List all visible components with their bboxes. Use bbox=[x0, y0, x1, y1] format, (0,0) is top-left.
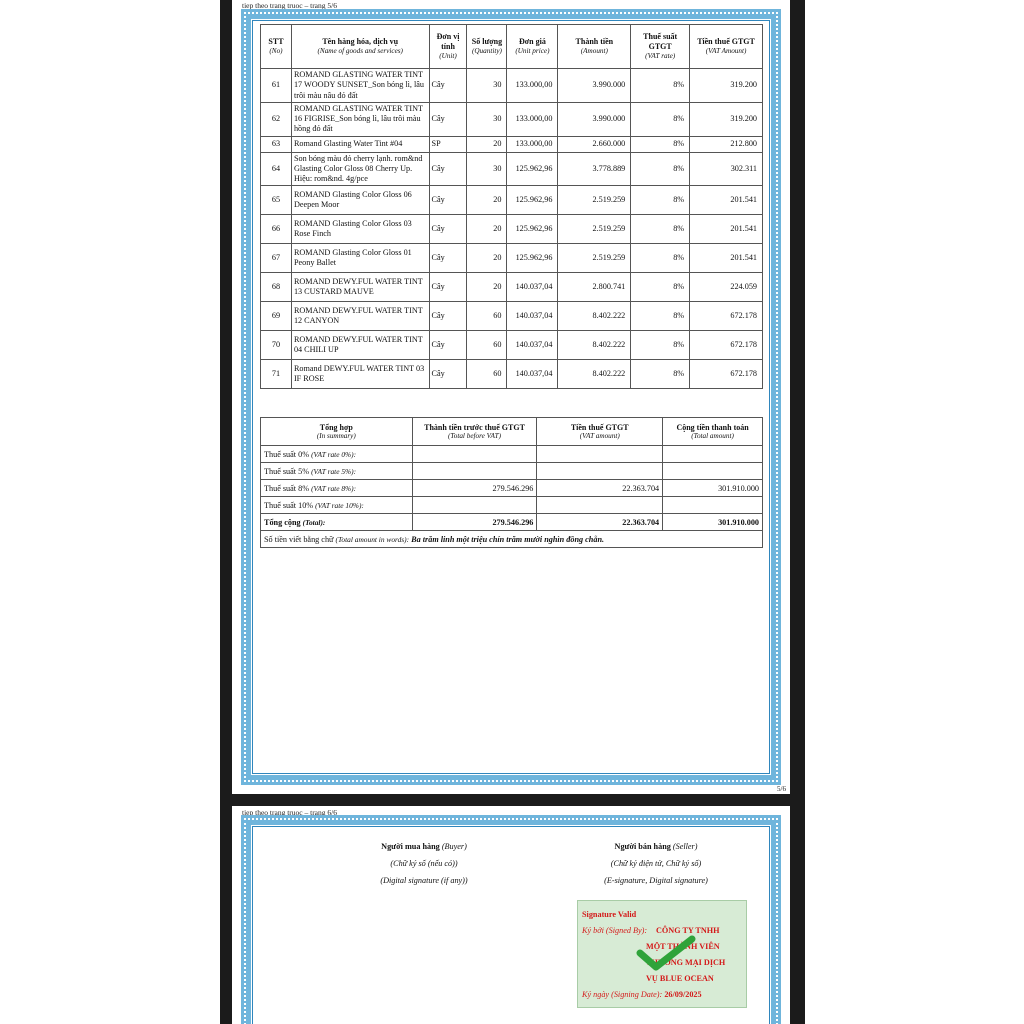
summary-row bbox=[261, 446, 763, 463]
table-row bbox=[261, 186, 763, 215]
row-unit: Cây bbox=[429, 69, 467, 103]
row-rate: 8% bbox=[631, 302, 690, 331]
signing-date: 26/09/2025 bbox=[664, 990, 702, 999]
summary-before: 279.546.296 bbox=[412, 480, 537, 497]
row-qty: 20 bbox=[467, 136, 507, 152]
row-no: 62 bbox=[261, 102, 292, 136]
row-name: Son bóng màu đỏ cherry lạnh. rom&nd Glasting Color Gloss 08 Cherry Up. Hiệu: rom&nd. 4g/pce bbox=[291, 152, 429, 186]
seller-note-vi: (Chữ ký điện tử, Chữ ký số) bbox=[610, 859, 702, 868]
row-amount: 2.519.259 bbox=[558, 215, 631, 244]
row-name: ROMAND DEWY.FUL WATER TINT 12 CANYON bbox=[291, 302, 429, 331]
seller-signature-block bbox=[556, 838, 756, 889]
summary-total bbox=[663, 497, 763, 514]
table-row bbox=[261, 360, 763, 389]
checkmark-icon bbox=[636, 935, 696, 971]
amount-in-words: Số tiền viết bằng chữ (Total amount in words): Ba trăm linh một triệu chín trăm mười nghìn đồng chẵn. bbox=[261, 531, 763, 548]
row-price: 133.000,00 bbox=[507, 136, 558, 152]
buyer-title: Người mua hàng (Buyer) bbox=[381, 842, 467, 851]
row-qty: 30 bbox=[467, 102, 507, 136]
col-header-vat: Tiền thuế GTGT (VAT Amount) bbox=[690, 25, 763, 69]
grand-total-label: Tổng cộng (Total): bbox=[261, 514, 413, 531]
row-qty: 20 bbox=[467, 215, 507, 244]
row-price: 125.962,96 bbox=[507, 244, 558, 273]
row-vat: 201.541 bbox=[690, 244, 763, 273]
row-no: 71 bbox=[261, 360, 292, 389]
table-row bbox=[261, 273, 763, 302]
row-unit: Cây bbox=[429, 244, 467, 273]
items-table-header bbox=[261, 25, 763, 69]
row-price: 125.962,96 bbox=[507, 215, 558, 244]
summary-rate-label: Thuế suất 0% (VAT rate 0%): bbox=[261, 446, 413, 463]
row-rate: 8% bbox=[631, 273, 690, 302]
row-unit: Cây bbox=[429, 186, 467, 215]
summary-col-header: Tổng hợp (In summary) bbox=[261, 418, 413, 446]
row-unit: SP bbox=[429, 136, 467, 152]
summary-col-header: Tiền thuế GTGT (VAT amount) bbox=[537, 418, 663, 446]
summary-total: 301.910.000 bbox=[663, 480, 763, 497]
grand-total-row bbox=[261, 514, 763, 531]
seller-note-en: (E-signature, Digital signature) bbox=[604, 876, 708, 885]
summary-rate-label: Thuế suất 10% (VAT rate 10%): bbox=[261, 497, 413, 514]
row-name: ROMAND Glasting Color Gloss 03 Rose Finch bbox=[291, 215, 429, 244]
row-no: 63 bbox=[261, 136, 292, 152]
row-name: ROMAND DEWY.FUL WATER TINT 13 CUSTARD MAUVE bbox=[291, 273, 429, 302]
row-qty: 60 bbox=[467, 331, 507, 360]
row-qty: 30 bbox=[467, 152, 507, 186]
table-row bbox=[261, 331, 763, 360]
row-rate: 8% bbox=[631, 69, 690, 103]
row-no: 61 bbox=[261, 69, 292, 103]
summary-before bbox=[412, 446, 537, 463]
row-vat: 201.541 bbox=[690, 186, 763, 215]
table-row bbox=[261, 69, 763, 103]
signature-valid-label: Signature Valid bbox=[582, 910, 637, 919]
summary-vat bbox=[537, 446, 663, 463]
row-vat: 201.541 bbox=[690, 215, 763, 244]
row-price: 133.000,00 bbox=[507, 102, 558, 136]
row-price: 140.037,04 bbox=[507, 273, 558, 302]
row-name: Romand DEWY.FUL WATER TINT 03 IF ROSE bbox=[291, 360, 429, 389]
row-rate: 8% bbox=[631, 244, 690, 273]
amount-in-words-row bbox=[261, 531, 763, 548]
signer-company-line: VỤ BLUE OCEAN bbox=[646, 974, 714, 983]
row-qty: 30 bbox=[467, 69, 507, 103]
col-header-unit: Đơn vị tính (Unit) bbox=[429, 25, 467, 69]
row-vat: 319.200 bbox=[690, 69, 763, 103]
col-header-rate: Thuế suất GTGT (VAT rate) bbox=[631, 25, 690, 69]
row-rate: 8% bbox=[631, 136, 690, 152]
row-no: 68 bbox=[261, 273, 292, 302]
buyer-note-vi: (Chữ ký số (nếu có)) bbox=[390, 859, 458, 868]
row-qty: 60 bbox=[467, 360, 507, 389]
grand-total-before: 279.546.296 bbox=[412, 514, 537, 531]
amount-in-words-value: Ba trăm linh một triệu chín trăm mười nghìn đồng chẵn. bbox=[411, 534, 605, 544]
summary-header bbox=[261, 418, 763, 446]
row-vat: 319.200 bbox=[690, 102, 763, 136]
row-amount: 3.990.000 bbox=[558, 102, 631, 136]
signer-company-line: CÔNG TY TNHH bbox=[656, 926, 720, 935]
row-rate: 8% bbox=[631, 331, 690, 360]
col-header-amount: Thành tiền (Amount) bbox=[558, 25, 631, 69]
row-no: 70 bbox=[261, 331, 292, 360]
signed-by-label: Ký bởi (Signed By): bbox=[582, 926, 648, 935]
grand-total-vat: 22.363.704 bbox=[537, 514, 663, 531]
table-row bbox=[261, 244, 763, 273]
row-no: 66 bbox=[261, 215, 292, 244]
summary-row bbox=[261, 463, 763, 480]
row-amount: 8.402.222 bbox=[558, 331, 631, 360]
row-unit: Cây bbox=[429, 152, 467, 186]
row-vat: 302.311 bbox=[690, 152, 763, 186]
table-row bbox=[261, 136, 763, 152]
row-name: ROMAND Glasting Color Gloss 06 Deepen Moor bbox=[291, 186, 429, 215]
row-unit: Cây bbox=[429, 302, 467, 331]
row-name: ROMAND GLASTING WATER TINT 16 FIGRISE_Son bóng lì, lâu trôi màu hồng đỏ đất bbox=[291, 102, 429, 136]
row-amount: 2.519.259 bbox=[558, 244, 631, 273]
row-rate: 8% bbox=[631, 152, 690, 186]
summary-rate-label: Thuế suất 8% (VAT rate 8%): bbox=[261, 480, 413, 497]
row-price: 133.000,00 bbox=[507, 69, 558, 103]
row-vat: 672.178 bbox=[690, 360, 763, 389]
row-unit: Cây bbox=[429, 215, 467, 244]
row-amount: 3.990.000 bbox=[558, 69, 631, 103]
table-row bbox=[261, 102, 763, 136]
running-head: tiep theo trang truoc – trang 6/6 bbox=[242, 808, 337, 817]
row-amount: 2.800.741 bbox=[558, 273, 631, 302]
row-vat: 224.059 bbox=[690, 273, 763, 302]
summary-vat: 22.363.704 bbox=[537, 480, 663, 497]
row-amount: 2.660.000 bbox=[558, 136, 631, 152]
summary-before bbox=[412, 463, 537, 480]
summary-col-header: Cộng tiền thanh toán (Total amount) bbox=[663, 418, 763, 446]
buyer-note-en: (Digital signature (if any)) bbox=[380, 876, 468, 885]
summary-vat bbox=[537, 463, 663, 480]
invoice-page-6 bbox=[232, 806, 790, 1024]
table-row bbox=[261, 152, 763, 186]
summary-before bbox=[412, 497, 537, 514]
row-qty: 20 bbox=[467, 244, 507, 273]
row-price: 125.962,96 bbox=[507, 186, 558, 215]
row-name: ROMAND Glasting Color Gloss 01 Peony Ballet bbox=[291, 244, 429, 273]
digital-signature-stamp[interactable] bbox=[577, 900, 747, 1008]
summary-rate-label: Thuế suất 5% (VAT rate 5%): bbox=[261, 463, 413, 480]
row-price: 140.037,04 bbox=[507, 331, 558, 360]
col-header-qty: Số lượng (Quantity) bbox=[467, 25, 507, 69]
grand-total-amount: 301.910.000 bbox=[663, 514, 763, 531]
row-vat: 672.178 bbox=[690, 331, 763, 360]
table-row bbox=[261, 215, 763, 244]
signing-date-label: Ký ngày (Signing Date): bbox=[582, 990, 663, 999]
row-qty: 20 bbox=[467, 186, 507, 215]
row-vat: 212.800 bbox=[690, 136, 763, 152]
invoice-page-5 bbox=[232, 0, 790, 794]
row-qty: 60 bbox=[467, 302, 507, 331]
summary-total bbox=[663, 446, 763, 463]
row-no: 64 bbox=[261, 152, 292, 186]
row-unit: Cây bbox=[429, 102, 467, 136]
row-rate: 8% bbox=[631, 186, 690, 215]
row-amount: 8.402.222 bbox=[558, 302, 631, 331]
row-no: 69 bbox=[261, 302, 292, 331]
row-rate: 8% bbox=[631, 215, 690, 244]
col-header-name: Tên hàng hóa, dịch vụ (Name of goods and services) bbox=[291, 25, 429, 69]
col-header-price: Đơn giá (Unit price) bbox=[507, 25, 558, 69]
seller-title: Người bán hàng (Seller) bbox=[614, 842, 698, 851]
row-amount: 8.402.222 bbox=[558, 360, 631, 389]
items-table bbox=[260, 24, 763, 389]
summary-total bbox=[663, 463, 763, 480]
signer-company-line: MỘT THÀNH VIÊN bbox=[646, 942, 720, 951]
row-amount: 2.519.259 bbox=[558, 186, 631, 215]
row-qty: 20 bbox=[467, 273, 507, 302]
row-no: 67 bbox=[261, 244, 292, 273]
table-row bbox=[261, 302, 763, 331]
row-price: 140.037,04 bbox=[507, 360, 558, 389]
row-name: ROMAND DEWY.FUL WATER TINT 04 CHILI UP bbox=[291, 331, 429, 360]
row-unit: Cây bbox=[429, 273, 467, 302]
row-rate: 8% bbox=[631, 360, 690, 389]
row-unit: Cây bbox=[429, 360, 467, 389]
summary-table bbox=[260, 417, 763, 548]
buyer-signature-block bbox=[324, 838, 524, 889]
summary-row bbox=[261, 497, 763, 514]
row-price: 140.037,04 bbox=[507, 302, 558, 331]
summary-vat bbox=[537, 497, 663, 514]
row-price: 125.962,96 bbox=[507, 152, 558, 186]
summary-col-header: Thành tiền trước thuế GTGT (Total before VAT) bbox=[412, 418, 537, 446]
row-vat: 672.178 bbox=[690, 302, 763, 331]
running-head: tiep theo trang truoc – trang 5/6 bbox=[242, 1, 337, 10]
row-unit: Cây bbox=[429, 331, 467, 360]
row-no: 65 bbox=[261, 186, 292, 215]
page-number: 5/6 bbox=[777, 785, 786, 793]
row-name: ROMAND GLASTING WATER TINT 17 WOODY SUNSET_Son bóng lì, lâu trôi màu nâu đỏ đất bbox=[291, 69, 429, 103]
signer-company-line: THƯƠNG MẠI DỊCH bbox=[646, 958, 726, 967]
summary-row bbox=[261, 480, 763, 497]
row-rate: 8% bbox=[631, 102, 690, 136]
col-header-no: STT (No) bbox=[261, 25, 292, 69]
row-name: Romand Glasting Water Tint #04 bbox=[291, 136, 429, 152]
row-amount: 3.778.889 bbox=[558, 152, 631, 186]
